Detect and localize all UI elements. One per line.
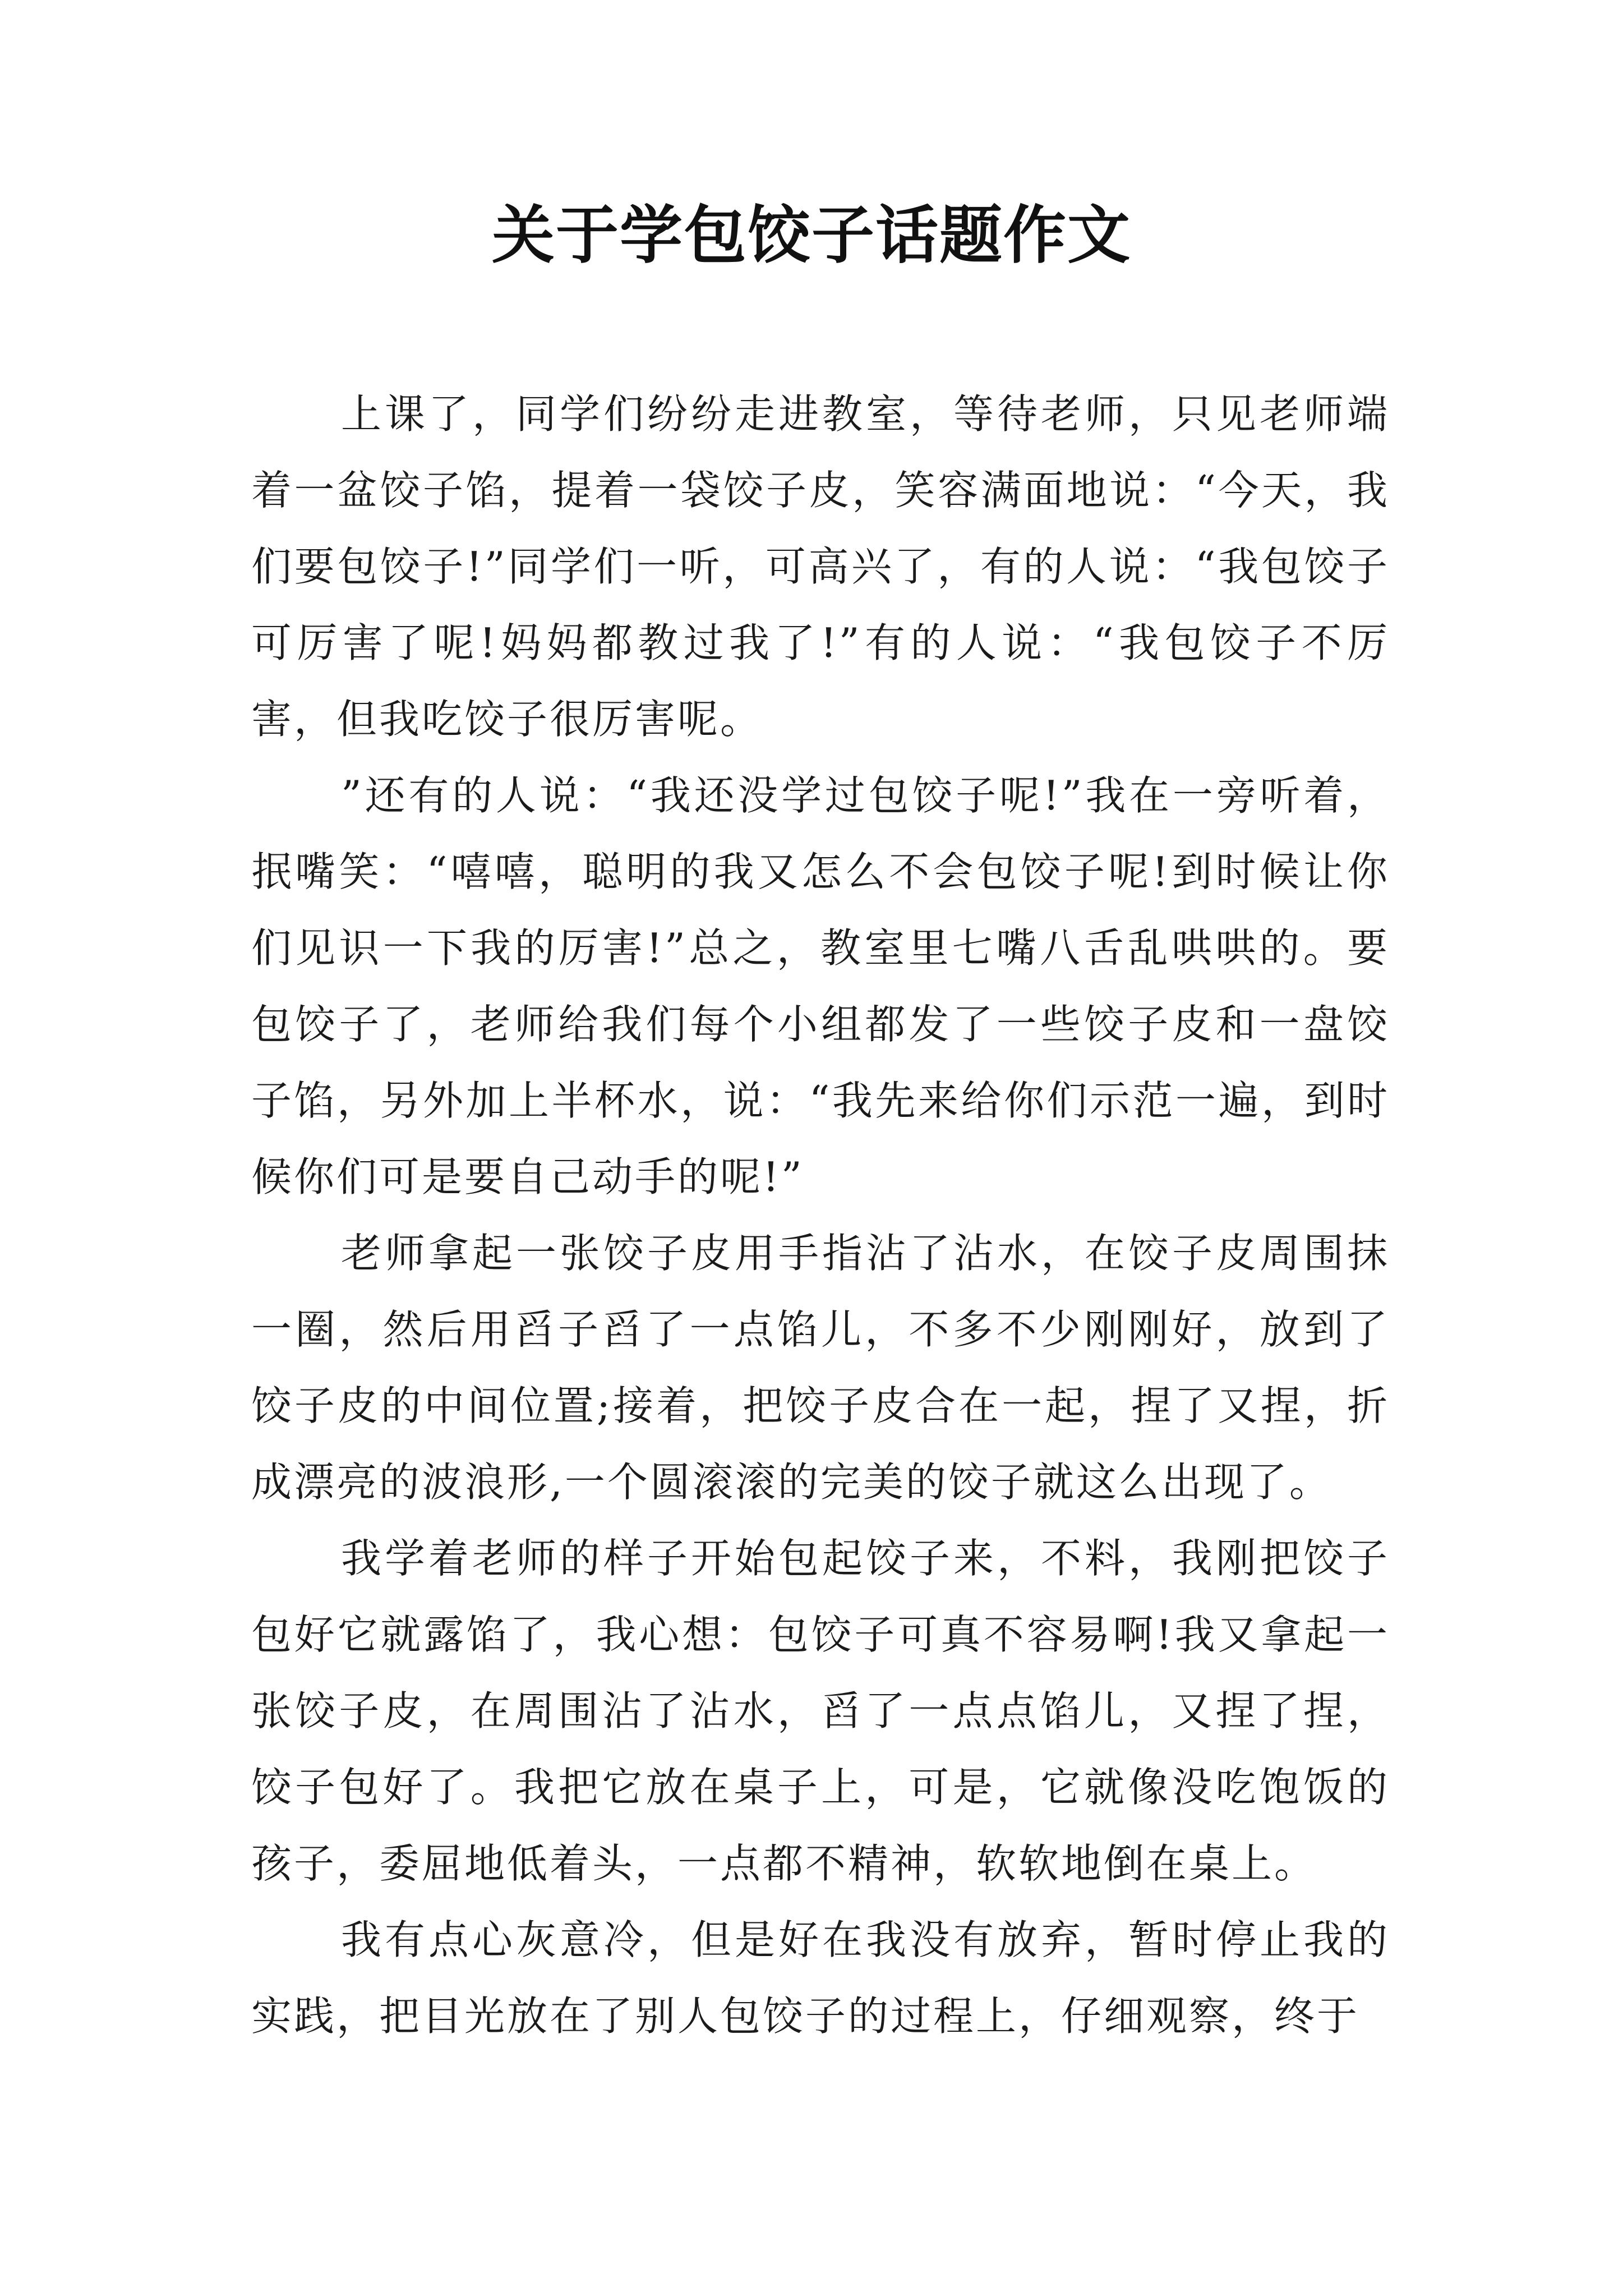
- paragraph-2: ”还有的人说：“我还没学过包饺子呢!”我在一旁听着，抿嘴笑：“嘻嘻，聪明的我又怎么不会包饺子呢!到时候让你们见识一下我的厉害!”总之，教室里七嘴八舌乱哄哄的。要包饺子了，老师给我们每个小组都发了一些饺子皮和一盘饺子馅，另外加上半杯水，说：“我先来给你们示范一遍，到时候你们可是要自己动手的呢!”: [251, 772, 1390, 1200]
- paragraph-5: 我有点心灰意冷，但是好在我没有放弃，暂时停止我的实践，把目光放在了别人包饺子的过程上，仔细观察，终于: [251, 1916, 1390, 2040]
- document-body: [251, 376, 1390, 2054]
- document-title: 关于学包饺子话题作文: [492, 199, 1131, 272]
- paragraph-1: 上课了，同学们纷纷走进教室，等待老师，只见老师端着一盆饺子馅，提着一袋饺子皮，笑容满面地说：“今天，我们要包饺子!”同学们一听，可高兴了，有的人说：“我包饺子可厉害了呢!妈妈都教过我了!”有的人说：“我包饺子不厉害，但我吃饺子很厉害呢。: [251, 390, 1390, 743]
- paragraph-4: 我学着老师的样子开始包起饺子来，不料，我刚把饺子包好它就露馅了，我心想：包饺子可真不容易啊!我又拿起一张饺子皮，在周围沾了沾水，舀了一点点馅儿，又捏了捏，饺子包好了。我把它放在桌子上，可是，它就像没吃饱饭的孩子，委屈地低着头，一点都不精神，软软地倒在桌上。: [251, 1535, 1390, 1887]
- paragraph-3: 老师拿起一张饺子皮用手指沾了沾水，在饺子皮周围抹一圈，然后用舀子舀了一点馅儿，不多不少刚刚好，放到了饺子皮的中间位置;接着，把饺子皮合在一起，捏了又捏，折成漂亮的波浪形,一个圆滚滚的完美的饺子就这么出现了。: [251, 1230, 1390, 1506]
